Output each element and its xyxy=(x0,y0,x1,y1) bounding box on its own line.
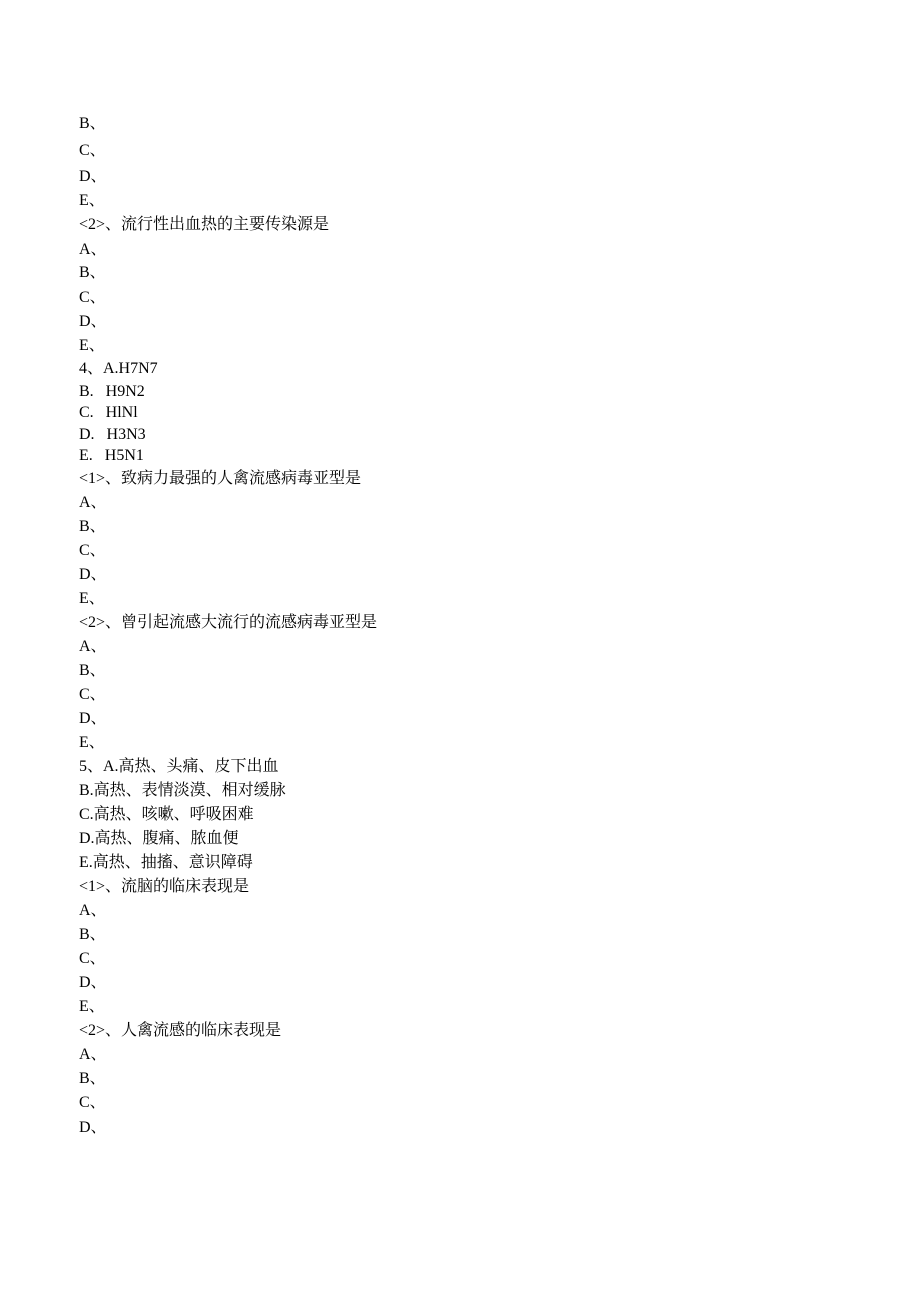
answer-option-d: D、 xyxy=(79,974,107,991)
answer-option-c: C、 xyxy=(79,542,106,559)
shared-option-b: B.高热、表情淡漠、相对缓脉 xyxy=(79,782,286,799)
shared-option-d: D. H3N3 xyxy=(79,426,146,443)
answer-option-a: A、 xyxy=(79,638,107,655)
shared-option-d: D.高热、腹痛、脓血便 xyxy=(79,830,239,847)
answer-option-b: B、 xyxy=(79,926,106,943)
answer-option-c: C、 xyxy=(79,686,106,703)
shared-option-e: E. H5N1 xyxy=(79,447,144,464)
answer-option-e: E、 xyxy=(79,590,105,607)
answer-option-e: E、 xyxy=(79,337,105,354)
answer-option-a: A、 xyxy=(79,1046,107,1063)
answer-option-b: B、 xyxy=(79,115,106,132)
answer-option-a: A、 xyxy=(79,902,107,919)
answer-option-d: D、 xyxy=(79,710,107,727)
answer-option-b: B、 xyxy=(79,518,106,535)
answer-option-e: E、 xyxy=(79,192,105,209)
answer-option-b: B、 xyxy=(79,662,106,679)
answer-option-c: C、 xyxy=(79,950,106,967)
question-stem: <2>、曾引起流感大流行的流感病毒亚型是 xyxy=(79,614,378,631)
answer-option-e: E、 xyxy=(79,734,105,751)
answer-option-d: D、 xyxy=(79,313,107,330)
answer-option-d: D、 xyxy=(79,168,107,185)
answer-option-b: B、 xyxy=(79,264,106,281)
question-stem: <1>、致病力最强的人禽流感病毒亚型是 xyxy=(79,470,362,487)
shared-option-b: B. H9N2 xyxy=(79,383,145,400)
question-group-header: 4、A.H7N7 xyxy=(79,360,158,377)
answer-option-a: A、 xyxy=(79,494,107,511)
shared-option-e: E.高热、抽搐、意识障碍 xyxy=(79,854,253,871)
question-stem: <2>、人禽流感的临床表现是 xyxy=(79,1022,282,1039)
answer-option-d: D、 xyxy=(79,566,107,583)
shared-option-c: C. HlNl xyxy=(79,404,138,421)
answer-option-d: D、 xyxy=(79,1119,107,1136)
answer-option-c: C、 xyxy=(79,289,106,306)
answer-option-b: B、 xyxy=(79,1070,106,1087)
answer-option-c: C、 xyxy=(79,1094,106,1111)
question-stem: <2>、流行性出血热的主要传染源是 xyxy=(79,216,330,233)
shared-option-c: C.高热、咳嗽、呼吸困难 xyxy=(79,806,254,823)
answer-option-a: A、 xyxy=(79,241,107,258)
question-group-header: 5、A.高热、头痛、皮下出血 xyxy=(79,758,279,775)
answer-option-e: E、 xyxy=(79,998,105,1015)
question-stem: <1>、流脑的临床表现是 xyxy=(79,878,250,895)
answer-option-c: C、 xyxy=(79,142,106,159)
